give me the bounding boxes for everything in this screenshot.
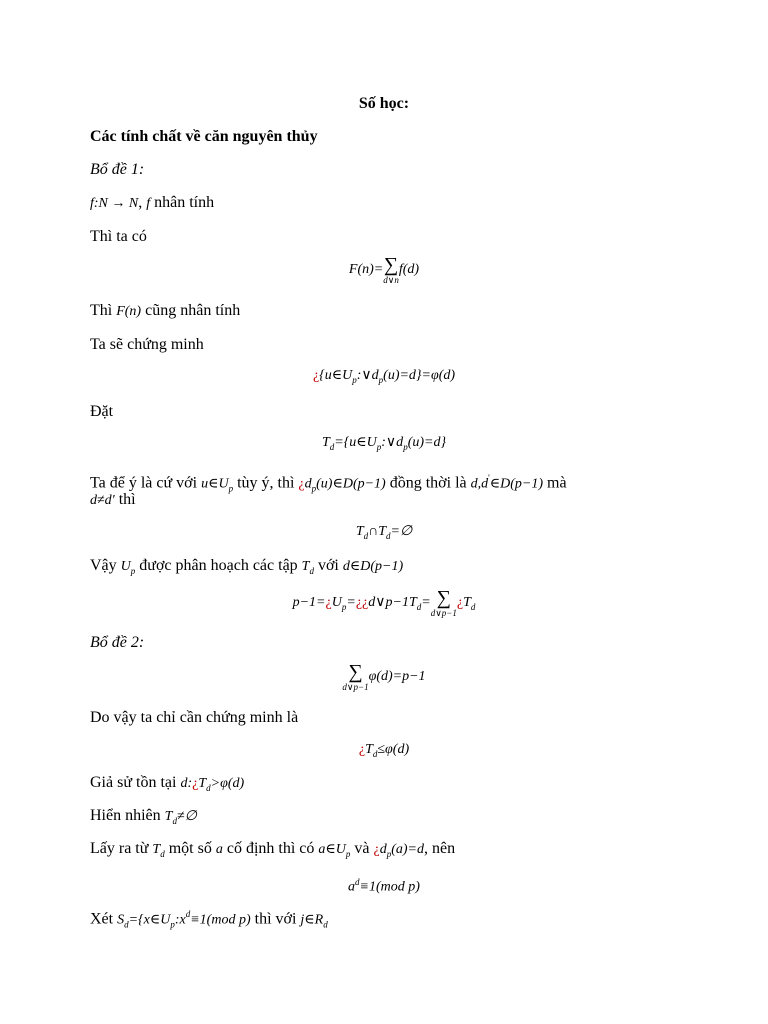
eq2-end: (u)=d}=φ(d) [383, 368, 456, 383]
l5-math-2-rest: (u)∈D(p−1) [316, 476, 386, 492]
lemma-1-label: Bổ đề 1: [90, 161, 145, 178]
l5-text-4: mà [543, 474, 567, 492]
eq3-T: T [321, 435, 330, 450]
l11-S: S [117, 912, 125, 928]
l10-math-sub: p [345, 849, 351, 860]
l5-math-1-sub: p [228, 483, 234, 494]
eq5-equals-2: = [421, 595, 431, 611]
l7-math-2: T [301, 559, 310, 574]
eq1-right: f(d) [398, 262, 420, 278]
eq3-rest: :∨d [381, 435, 404, 450]
l10-a: a [215, 842, 223, 857]
l5-text-1: Ta để ý là cứ với [90, 474, 202, 492]
l7-math-1-sub: p [130, 566, 136, 577]
eq4-b-sub: d [386, 530, 391, 541]
assumption-line [90, 773, 244, 798]
l5-math-2: d [304, 476, 312, 492]
l11-math-2-sup: d [185, 909, 191, 919]
text-so-we-only-need: Do vậy ta chỉ cần chứng minh là [90, 709, 299, 726]
equation-3 [0, 433, 768, 457]
l10-text-3: cố định thì có [222, 840, 319, 857]
eq1-sum-limit: d∨n [383, 275, 399, 285]
l10-T: T [152, 842, 161, 857]
observation-line-1 [90, 468, 567, 499]
l11-math-3: ≡1(mod p) [190, 912, 251, 928]
eq7-T-sub: d [372, 748, 378, 759]
eq8-sup: d [355, 877, 360, 887]
eq5-T-sub: d [470, 602, 476, 613]
l5-math-2-sub: p [311, 483, 317, 494]
page-title: Số học: [358, 95, 410, 112]
eq3-sub: p [376, 441, 382, 452]
equation-5 [0, 588, 768, 618]
l8-rest: >φ(d) [210, 776, 245, 791]
take-element-line [90, 839, 455, 864]
eq2-rest: :∨d [356, 368, 379, 383]
text-then: Thì [90, 302, 117, 319]
text-set: Đặt [90, 403, 114, 420]
consider-set-line [90, 904, 328, 935]
math-f-mapping: f:N → N [90, 196, 139, 211]
observation-line-2 [90, 490, 136, 511]
l10-marker: ¿ [373, 842, 380, 857]
l9-text: Hiển nhiên [90, 807, 165, 824]
equation-7 [0, 740, 768, 764]
eq8-a: a [348, 879, 356, 895]
l7-text-2: được phân hoạch các tập [135, 557, 302, 574]
eq8-rest: ≡1(mod p) [359, 879, 420, 895]
l8-T-sub: d [206, 783, 211, 794]
l7-math-2-sub: d [309, 566, 314, 577]
l11-text-1: Xét [90, 910, 118, 928]
l7-math-1: U [120, 559, 131, 574]
eq5-marker-1: ¿ [325, 595, 332, 611]
l6-math: d≠d' [90, 493, 115, 508]
eq2-sub: p [352, 374, 357, 385]
l10-text-5: , nên [423, 840, 456, 857]
eq5-equals: = [346, 595, 356, 611]
equation-8 [0, 872, 768, 898]
l10-d: d [379, 842, 387, 857]
text-then-we-have: Thì ta có [90, 228, 147, 245]
l11-math-2: :x [174, 912, 186, 928]
eq5-U: U [331, 595, 342, 611]
eq2-sub2: p [378, 374, 384, 385]
l8-text: Giả sử tồn tại [90, 774, 181, 791]
l5-math-3: d,d [470, 476, 489, 492]
eq5-sum-limit: d∨p−1 [430, 608, 457, 618]
l11-text-2: thì với [250, 910, 301, 928]
l7-text-3: với [313, 557, 343, 574]
l8-marker: ¿ [192, 776, 199, 791]
eq5-marker-3: ¿ [456, 595, 464, 611]
l5-math-3-rest: ∈D(p−1) [489, 476, 543, 492]
eq7-T: T [365, 742, 373, 757]
eq7-marker: ¿ [358, 742, 366, 757]
eq5-left: p−1= [292, 595, 326, 611]
eq3-T-sub: d [329, 441, 335, 452]
l10-math: a∈U [318, 842, 346, 857]
partition-line [90, 556, 403, 581]
equation-6 [0, 662, 768, 692]
l11-j-sub: d [323, 919, 328, 930]
eq3-end: (u)=d} [407, 435, 447, 450]
eq4-a: T [355, 524, 364, 539]
eq1-left: F(n)= [348, 262, 384, 278]
l6-text: thì [114, 491, 136, 508]
eq5-mid: d∨p−1T [368, 595, 417, 611]
eq6-body: φ(d)=p−1 [368, 669, 426, 685]
eq5-marker-2: ¿¿ [355, 595, 369, 611]
equation-1 [0, 255, 768, 285]
eq3-sub2: p [403, 441, 408, 452]
equation-4 [0, 522, 768, 546]
l10-T-sub: d [160, 849, 165, 860]
l10-text-2: một số [164, 840, 216, 857]
f-multiplicative-line [90, 301, 240, 322]
l11-math-sub: p [170, 919, 175, 930]
l9-T-sub: d [172, 816, 177, 827]
eq4-a-sub: d [363, 530, 369, 541]
eq5-mid-sub: d [416, 602, 422, 613]
l11-S-sub: d [124, 919, 129, 930]
eq5-U-sub: p [341, 602, 347, 613]
eq3-body: ={u∈U [334, 435, 377, 450]
eq4-mid: ∩T [368, 524, 387, 539]
equation-2 [0, 366, 768, 390]
l9-T: T [164, 809, 173, 824]
text-separator: , [138, 194, 147, 211]
l7-math-3: d∈D(p−1) [342, 559, 404, 574]
l5-marker: ¿ [298, 476, 305, 492]
l5-text-2: tùy ý, thì [233, 474, 299, 492]
l10-d-sub: p [386, 849, 392, 860]
obvious-line [90, 806, 197, 831]
eq4-end: =∅ [390, 524, 413, 539]
l10-text-4: và [350, 840, 374, 857]
l11-j: j∈R [300, 912, 324, 928]
function-definition-line [90, 193, 214, 214]
l10-text-1: Lấy ra từ [90, 840, 153, 857]
math-F-n: F(n) [116, 304, 142, 319]
l11-math: ={x∈U [128, 912, 171, 928]
math-f: f [146, 196, 151, 211]
l10-d-rest: (a)=d [391, 842, 424, 857]
l9-rest: ≠∅ [176, 809, 197, 824]
l5-math-1: u∈U [201, 476, 229, 492]
eq2-marker: ¿ [312, 368, 320, 383]
lemma-2-label: Bổ đề 2: [90, 634, 145, 651]
text-we-will-prove: Ta sẽ chứng minh [90, 336, 204, 353]
l5-math-3-sup: ' [488, 473, 490, 483]
text-multiplicative: nhân tính [150, 194, 215, 211]
sum-symbol: ∑ d∨p−1 [430, 587, 457, 618]
section-heading: Các tính chất về căn nguyên thủy [90, 128, 318, 145]
sum-symbol: ∑ d∨p−1 [342, 661, 369, 692]
l8-math: d: [180, 776, 193, 791]
sum-symbol: ∑ d∨n [383, 254, 399, 285]
eq6-sum-limit: d∨p−1 [342, 682, 369, 692]
l7-text-1: Vậy [90, 557, 121, 574]
eq5-T: T [463, 595, 471, 611]
eq2-body: {u∈U [319, 368, 353, 383]
eq7-rest: ≤φ(d) [377, 742, 410, 757]
l8-T: T [198, 776, 207, 791]
text-also-multiplicative: cũng nhân tính [141, 302, 241, 319]
l5-text-3: đồng thời là [385, 474, 471, 492]
